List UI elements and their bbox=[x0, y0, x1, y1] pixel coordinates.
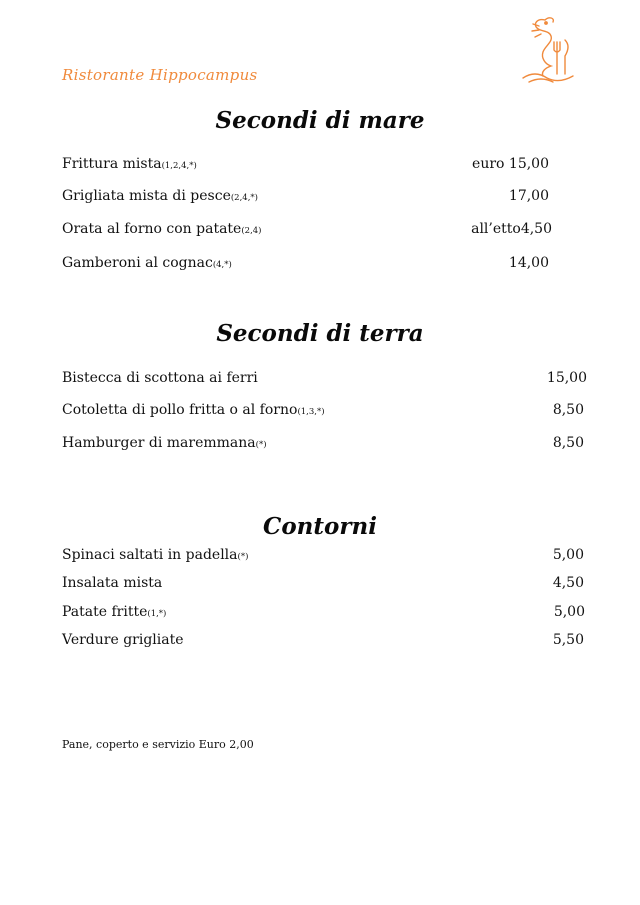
menu-item bbox=[62, 188, 258, 204]
item-name: Patate fritte bbox=[62, 604, 148, 620]
section-title-contorni: Contorni bbox=[263, 513, 377, 540]
seahorse-cutlery-icon bbox=[515, 12, 579, 86]
menu-item bbox=[62, 221, 262, 237]
item-name: Orata al forno con patate bbox=[62, 221, 242, 237]
item-allergens: (4,*) bbox=[212, 260, 232, 270]
menu-item bbox=[62, 435, 267, 451]
item-price: 4,50 bbox=[552, 575, 584, 591]
item-allergens: (1,2,4,*) bbox=[161, 161, 197, 171]
menu-item bbox=[62, 255, 232, 271]
item-name: Spinaci saltati in padella bbox=[62, 547, 238, 563]
item-price: euro 15,00 bbox=[472, 156, 549, 172]
item-allergens: (2,4) bbox=[241, 226, 262, 236]
item-name: Hamburger di maremmana bbox=[62, 435, 256, 451]
item-price: 14,00 bbox=[508, 255, 549, 271]
item-name: Frittura mista bbox=[62, 156, 162, 172]
item-price: 5,50 bbox=[552, 632, 584, 648]
item-name: Grigliata mista di pesce bbox=[62, 188, 231, 204]
item-name: Insalata mista bbox=[62, 575, 163, 591]
item-price: 5,00 bbox=[553, 604, 585, 620]
menu-item bbox=[62, 575, 162, 591]
section-title-secondi-di-mare: Secondi di mare bbox=[215, 107, 425, 134]
section-title-secondi-di-terra: Secondi di terra bbox=[216, 320, 424, 347]
menu-item bbox=[62, 402, 325, 418]
item-name: Verdure grigliate bbox=[62, 632, 184, 648]
item-allergens: (*) bbox=[255, 440, 267, 450]
item-price: 5,00 bbox=[552, 547, 584, 563]
menu-item bbox=[62, 547, 248, 563]
item-price: all’etto4,50 bbox=[471, 221, 552, 237]
item-price: 17,00 bbox=[508, 188, 549, 204]
menu-item bbox=[62, 156, 197, 172]
menu-item bbox=[62, 604, 166, 620]
item-name: Cotoletta di pollo fritta o al forno bbox=[62, 402, 298, 418]
menu-item bbox=[62, 370, 258, 386]
cover-charge-note: Pane, coperto e servizio Euro 2,00 bbox=[62, 738, 254, 751]
item-name: Bistecca di scottona ai ferri bbox=[62, 370, 258, 386]
item-price: 15,00 bbox=[546, 370, 587, 386]
item-price: 8,50 bbox=[552, 435, 584, 451]
restaurant-name: Ristorante Hippocampus bbox=[62, 66, 258, 84]
item-allergens: (2,4,*) bbox=[230, 193, 258, 203]
menu-item bbox=[62, 632, 184, 648]
item-allergens: (1,3,*) bbox=[297, 407, 325, 417]
item-price: 8,50 bbox=[552, 402, 584, 418]
item-name: Gamberoni al cognac bbox=[62, 255, 213, 271]
item-allergens: (1,*) bbox=[147, 609, 167, 619]
item-allergens: (*) bbox=[237, 552, 249, 562]
